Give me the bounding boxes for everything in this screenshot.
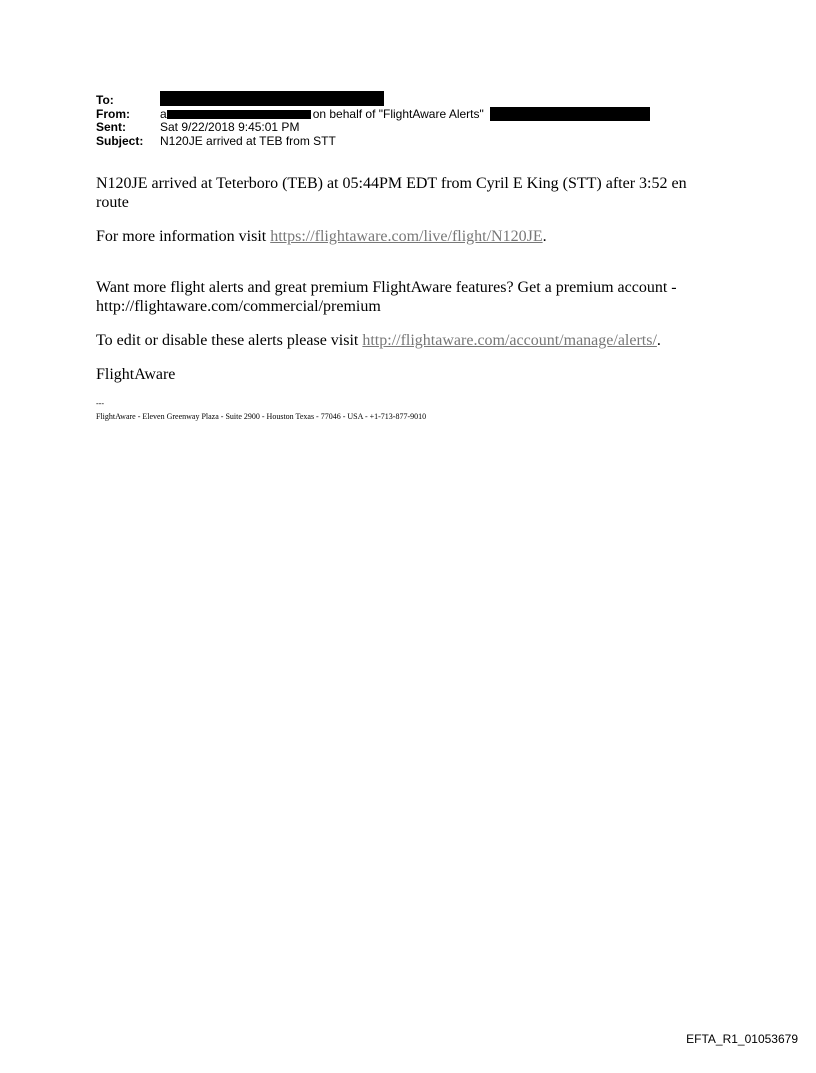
flight-link[interactable]: https://flightaware.com/live/flight/N120JE <box>270 228 543 245</box>
signature: FlightAware <box>96 366 176 383</box>
from-label: From: <box>96 106 130 121</box>
email-body <box>96 174 706 399</box>
from-prefix: a <box>160 106 167 121</box>
sent-value: Sat 9/22/2018 9:45:01 PM <box>160 120 300 134</box>
redaction-bar <box>167 110 311 119</box>
subject-row <box>96 135 650 149</box>
more-info-paragraph <box>96 227 706 246</box>
sent-label: Sent: <box>96 120 126 134</box>
redaction-bar <box>160 91 384 106</box>
from-suffix: on behalf of "FlightAware Alerts" <box>312 106 484 121</box>
more-info-prefix: For more information visit <box>96 228 271 245</box>
document-id: EFTA_R1_01053679 <box>686 1032 798 1046</box>
manage-prefix: To edit or disable these alerts please visit <box>96 332 363 349</box>
manage-alerts-link[interactable]: http://flightaware.com/account/manage/alerts/ <box>362 332 657 349</box>
more-info-suffix: . <box>542 228 547 245</box>
arrival-paragraph: N120JE arrived at Teterboro (TEB) at 05:44PM EDT from Cyril E King (STT) after 3:52 en route <box>96 175 687 211</box>
redaction-bar <box>490 107 650 121</box>
signature-separator: --- <box>96 399 104 408</box>
from-row <box>96 108 650 122</box>
subject-label: Subject: <box>96 133 144 148</box>
manage-suffix: . <box>656 332 661 349</box>
email-header <box>96 94 650 148</box>
subject-value: N120JE arrived at TEB from STT <box>160 133 336 148</box>
premium-paragraph: Want more flight alerts and great premium FlightAware features? Get a premium account - http://flightaware.com/commercial/premium <box>96 279 677 315</box>
to-label: To: <box>96 93 114 107</box>
to-row <box>96 94 650 108</box>
footer-address: FlightAware - Eleven Greenway Plaza - Suite 2900 - Houston Texas - 77046 - USA - +1-713-877-9010 <box>96 412 427 421</box>
sent-row <box>96 121 650 135</box>
manage-paragraph <box>96 331 706 350</box>
